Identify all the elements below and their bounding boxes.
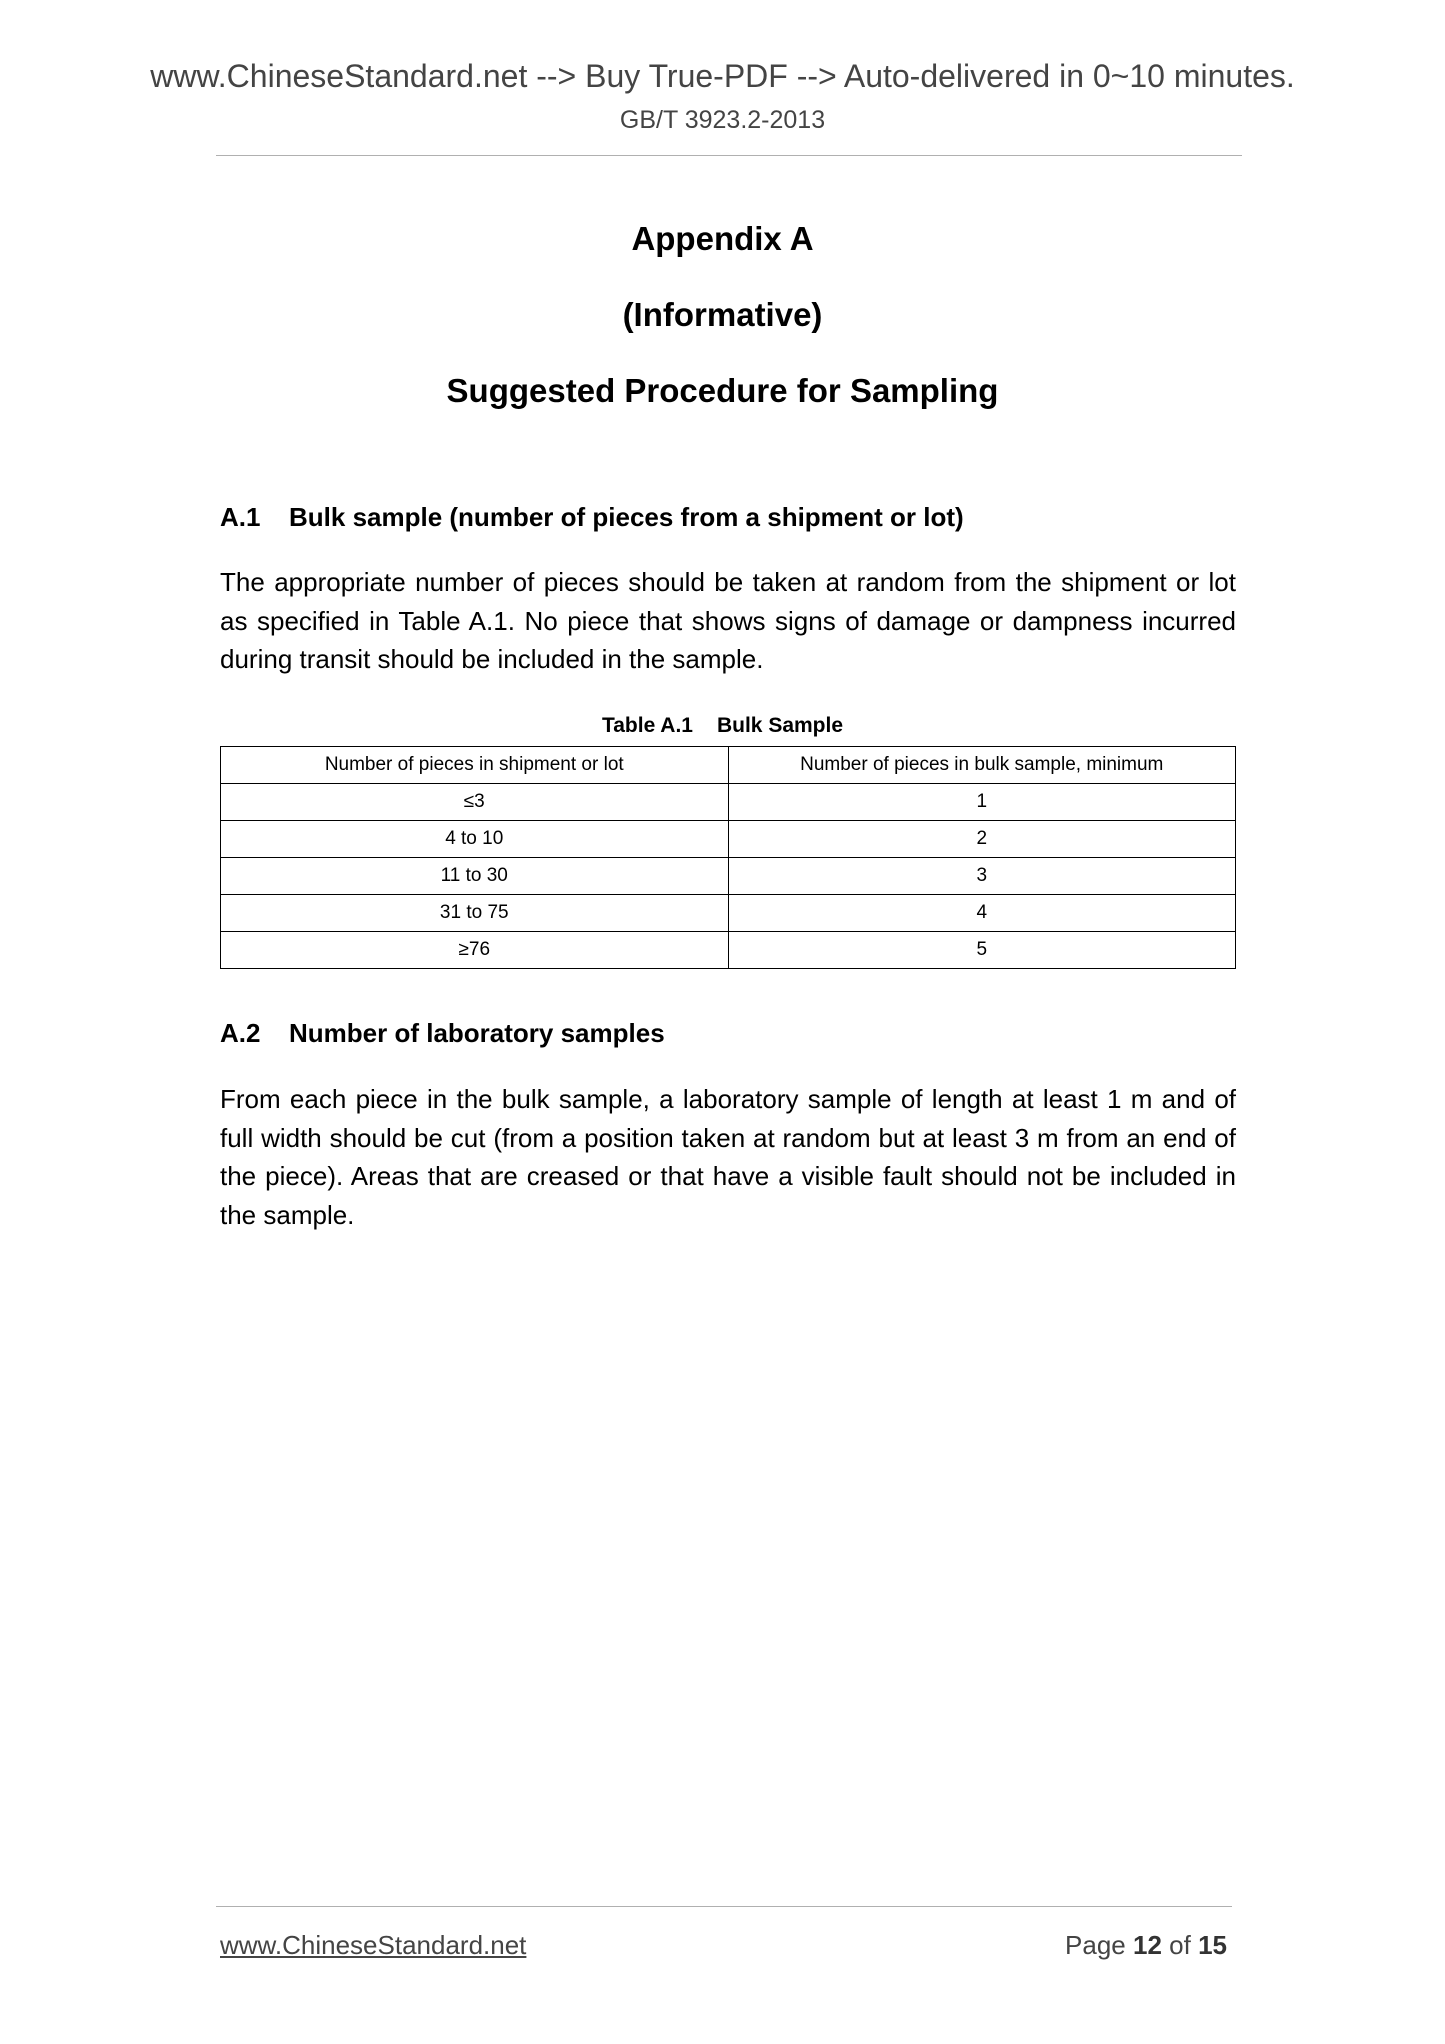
section-a1-number: A.1 xyxy=(220,502,261,532)
footer-divider xyxy=(216,1906,1232,1907)
table-header-cell: Number of pieces in shipment or lot xyxy=(221,747,729,784)
page-of: of xyxy=(1169,1930,1191,1960)
table-row xyxy=(221,895,1236,932)
table-header-cell: Number of pieces in bulk sample, minimum xyxy=(728,747,1236,784)
table-cell: 2 xyxy=(728,821,1236,858)
table-cell: ≤3 xyxy=(221,784,729,821)
table-cell: 4 xyxy=(728,895,1236,932)
table-cell: 4 to 10 xyxy=(221,821,729,858)
section-a2-title: Number of laboratory samples xyxy=(289,1018,665,1048)
table-cell: 31 to 75 xyxy=(221,895,729,932)
document-code: GB/T 3923.2-2013 xyxy=(619,106,826,134)
table-cell: 5 xyxy=(728,932,1236,969)
top-banner: www.ChineseStandard.net --> Buy True-PDF --> Auto-delivered in 0~10 minutes. xyxy=(150,58,1295,94)
table-caption xyxy=(0,714,1445,738)
table-cell: 1 xyxy=(728,784,1236,821)
header-divider xyxy=(216,155,1242,156)
section-a2-heading xyxy=(220,1018,665,1049)
page-total: 15 xyxy=(1198,1930,1227,1960)
page-number xyxy=(1065,1930,1227,1961)
page-label: Page xyxy=(1065,1930,1126,1960)
table-cell: 3 xyxy=(728,858,1236,895)
table-row xyxy=(221,821,1236,858)
table-row xyxy=(221,932,1236,969)
appendix-main-title: Suggested Procedure for Sampling xyxy=(446,372,999,409)
appendix-title: Appendix A xyxy=(631,220,814,257)
page-current: 12 xyxy=(1133,1930,1162,1960)
section-a2-paragraph: From each piece in the bulk sample, a laboratory sample of length at least 1 m and of full width should be cut (from a position taken at random but at least 3 m from an end of the piece). Areas that are creased or that have a visible fault should not be included in the sample. xyxy=(220,1084,1236,1230)
footer-website-link[interactable]: www.ChineseStandard.net xyxy=(220,1930,527,1960)
section-a2-number: A.2 xyxy=(220,1018,261,1048)
table-row xyxy=(221,858,1236,895)
table-cell: 11 to 30 xyxy=(221,858,729,895)
section-a1-paragraph: The appropriate number of pieces should be taken at random from the shipment or lot as specified in Table A.1. No piece that shows signs of damage or dampness incurred during transit should be included in the sample. xyxy=(220,567,1236,674)
table-row xyxy=(221,784,1236,821)
table-cell: ≥76 xyxy=(221,932,729,969)
bulk-sample-table xyxy=(220,746,1236,969)
table-caption-title: Bulk Sample xyxy=(716,714,844,737)
section-a1-heading xyxy=(220,502,964,533)
table-caption-number: Table A.1 xyxy=(601,714,693,737)
appendix-type: (Informative) xyxy=(622,296,823,333)
table-header-row xyxy=(221,747,1236,784)
section-a1-title: Bulk sample (number of pieces from a shipment or lot) xyxy=(289,502,964,532)
